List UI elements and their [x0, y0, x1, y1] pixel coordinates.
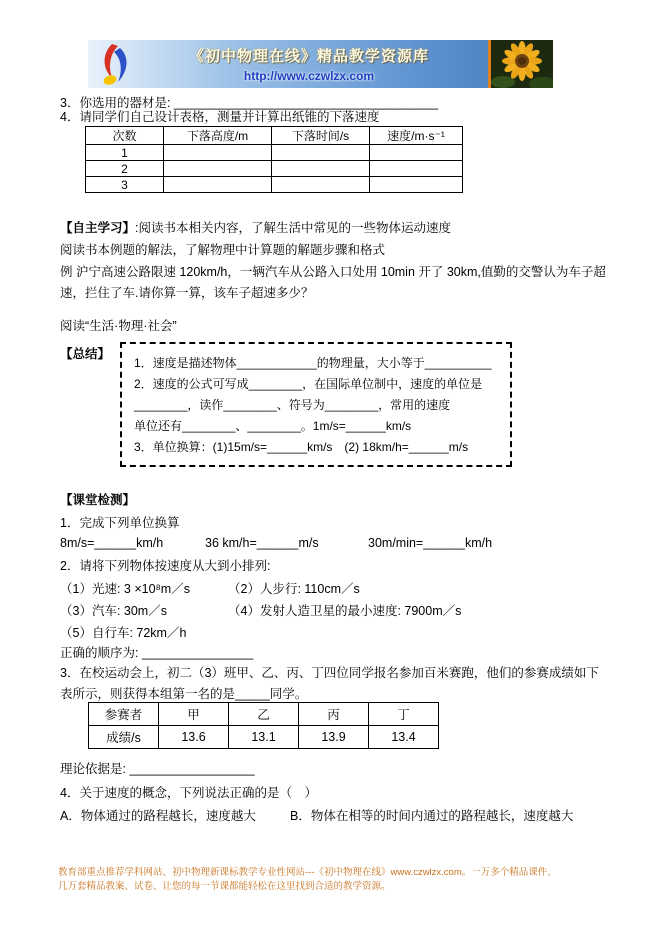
drop-measurement-table — [85, 126, 463, 193]
race-header-cell: 丁 — [369, 703, 439, 726]
cell-empty — [272, 161, 370, 177]
cell-empty — [164, 177, 272, 193]
table-header-row — [86, 127, 463, 145]
summary-line1: 1．速度是描述物体____________的物理量，大小等于__________ — [134, 356, 492, 370]
q1-item: 36 km/h=______m/s — [205, 536, 319, 550]
q1-title: 1．完成下列单位换算 — [60, 516, 180, 530]
cell-empty — [164, 145, 272, 161]
q4-options-row — [60, 806, 620, 824]
site-banner — [88, 40, 553, 88]
q1-item: 30m/min=______km/h — [368, 536, 493, 550]
table-row — [86, 145, 463, 161]
summary-line2: 2．速度的公式可写成________，在国际单位制中，速度的单位是 — [134, 377, 483, 391]
q2-item: （1）光速: 3 ×10⁸m／s — [60, 582, 190, 596]
footer-line1: 教育部重点推荐学科网站、初中物理新课标教学专业性网站---《初中物理在线》www.czwlzx.com。一万多个精品课件、 — [58, 867, 557, 878]
race-header-cell: 参赛者 — [89, 703, 159, 726]
sunflower-icon — [488, 40, 553, 88]
race-header-row — [89, 703, 439, 726]
header-cell: 次数 — [86, 127, 164, 145]
race-score-row — [89, 726, 439, 749]
cell-empty — [370, 161, 463, 177]
q2-row3 — [60, 623, 620, 641]
q4-title: 4．关于速度的概念，下列说法正确的是（ ） — [60, 786, 317, 800]
summary-line5: 3．单位换算：(1)15m/s=______km/s (2) 18km/h=______m/s — [134, 440, 469, 454]
q2-row1 — [60, 579, 620, 597]
cell-trial: 2 — [86, 161, 164, 177]
q2-item: （5）自行车: 72km／h — [60, 626, 187, 640]
detection-label: 【课堂检测】 — [60, 493, 136, 507]
question-4-design-table: 4．请同学们自己设计表格，测量并计算出纸锥的下落速度 — [60, 110, 380, 124]
q3-basis-blank: 理论依据是: __________________ — [60, 762, 255, 776]
q2-title: 2．请将下列物体按速度从大到小排列: — [60, 559, 271, 573]
race-score-cell: 成绩/s — [89, 726, 159, 749]
cell-empty — [370, 145, 463, 161]
self-study-heading — [60, 219, 451, 237]
summary-label: 【总结】 — [60, 347, 111, 361]
race-header-cell: 乙 — [229, 703, 299, 726]
banner-url-link[interactable]: http://www.czwlzx.com — [243, 69, 375, 83]
page-footer — [58, 866, 618, 894]
cell-empty — [272, 145, 370, 161]
self-study-line2: 阅读书本例题的解法，了解物理中计算题的解题步骤和格式 — [60, 243, 386, 257]
q2-item: （3）汽车: 30m／s — [60, 604, 167, 618]
q4-option-a: A．物体通过的路程越长，速度越大 — [60, 809, 256, 823]
race-header-cell: 甲 — [159, 703, 229, 726]
site-logo-icon — [96, 42, 134, 86]
q2-row2 — [60, 601, 620, 619]
summary-box — [120, 342, 512, 467]
header-cell: 下落时间/s — [272, 127, 370, 145]
q3-race-question: 3．在校运动会上，初二（3）班甲、乙、丙、丁四位同学报名参加百米赛跑，他们的参赛成绩如下表所示，则获得本组第一名的是_____同学。 — [60, 666, 599, 701]
footer-line2: 几万套精品教案、试卷、让您的每一节课都能轻松在这里找到合适的教学资源。 — [58, 881, 391, 892]
cell-empty — [164, 161, 272, 177]
banner-title: 《初中物理在线》精品教学资源库 — [188, 48, 429, 65]
question-3-materials: 3．你选用的器材是: ______________________________________ — [60, 96, 439, 110]
cell-empty — [370, 177, 463, 193]
table-row — [86, 161, 463, 177]
cell-trial: 1 — [86, 145, 164, 161]
summary-line3: ________，读作________、符号为________，常用的速度 — [134, 398, 451, 412]
q2-item: （2）人步行: 110cm／s — [228, 582, 360, 596]
race-results-table — [88, 702, 439, 749]
race-score-cell: 13.6 — [159, 726, 229, 749]
q2-answer-blank: 正确的顺序为: ________________ — [60, 646, 254, 660]
race-score-cell: 13.9 — [299, 726, 369, 749]
table-row — [86, 177, 463, 193]
race-header-cell: 丙 — [299, 703, 369, 726]
summary-line4: 单位还有________、________。1m/s=______km/s — [134, 419, 412, 433]
race-score-cell: 13.1 — [229, 726, 299, 749]
q4-option-b: B．物体在相等的时间内通过的路程越长，速度越大 — [290, 809, 574, 823]
reading-note: 阅读“生活·物理·社会” — [60, 319, 177, 333]
self-study-label: 【自主学习】 — [60, 221, 136, 235]
example-problem: 例 沪宁高速公路限速 120km/h，一辆汽车从公路入口处用 10min 开了 30km,值勤的交警认为车子超速，拦住了车.请你算一算，该车子超速多少？ — [60, 265, 606, 300]
header-cell: 速度/m·s⁻¹ — [370, 127, 463, 145]
race-score-cell: 13.4 — [369, 726, 439, 749]
q1-items-row — [60, 536, 620, 554]
cell-trial: 3 — [86, 177, 164, 193]
q2-item: （4）发射人造卫星的最小速度: 7900m／s — [228, 604, 462, 618]
cell-empty — [272, 177, 370, 193]
q1-item: 8m/s=______km/h — [60, 536, 164, 550]
header-cell: 下落高度/m — [164, 127, 272, 145]
self-study-line1: :阅读书本相关内容，了解生活中常见的一些物体运动速度 — [135, 221, 451, 235]
banner-text-block — [134, 45, 488, 83]
